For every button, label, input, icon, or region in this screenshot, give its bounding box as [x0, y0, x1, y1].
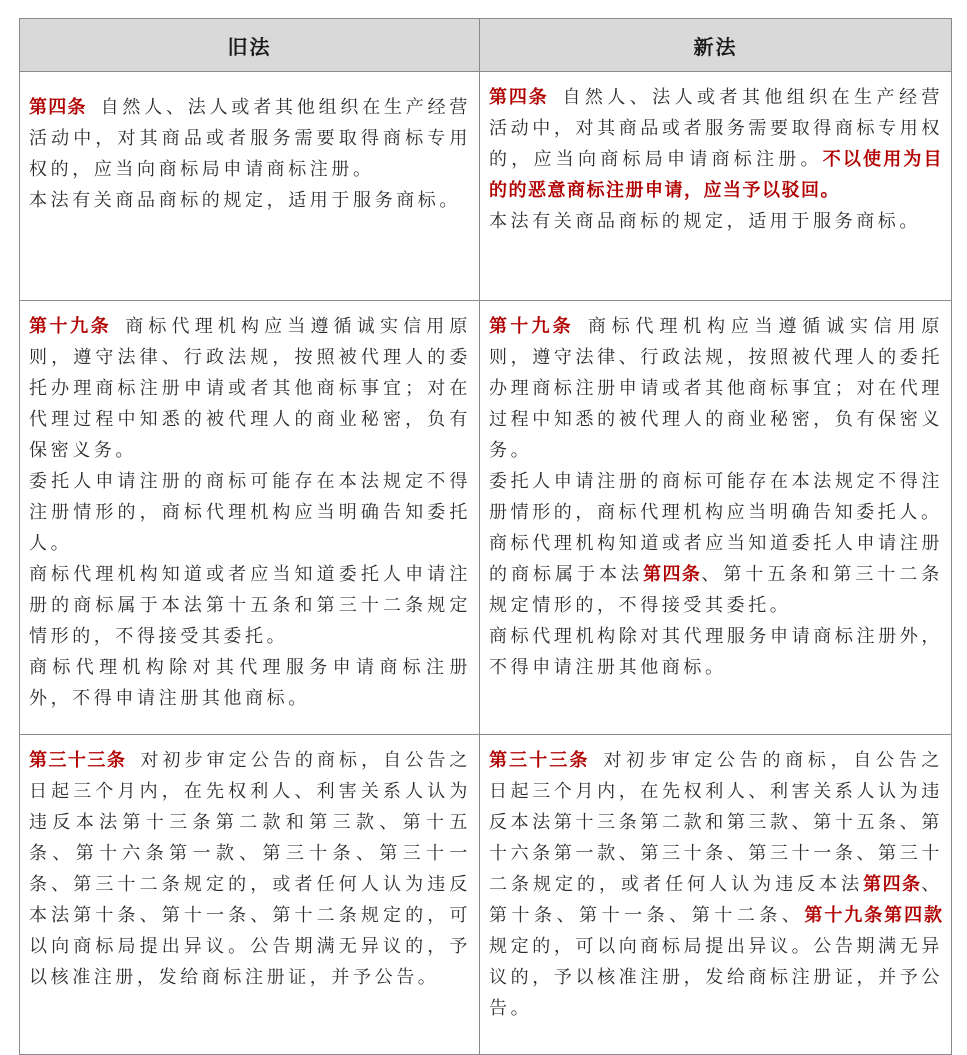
table-row: [20, 72, 952, 301]
new-article-33-p1: [489, 745, 943, 1024]
table-row: [20, 735, 952, 1055]
article-text: 商标代理机构知道或者应当知道委托人申请注册的商标属于本法: [489, 533, 943, 585]
new-article-19-cell: [480, 301, 952, 735]
new-article-19-p1: [489, 311, 943, 466]
old-article-33-cell: [20, 735, 480, 1055]
header-row: [20, 19, 952, 72]
new-article-19-p2: 委托人申请注册的商标可能存在本法规定不得注册情形的，商标代理机构应当明确告知委托人。: [489, 471, 943, 523]
article-label: 第十九条: [489, 316, 574, 337]
article-label: 第四条: [29, 97, 87, 118]
article-text: 自然人、法人或者其他组织在生产经营活动中，对其商品或者服务需要取得商标专用权的，应当向商标局申请商标注册。: [29, 97, 472, 180]
old-article-19-p4: 商标代理机构除对其代理服务申请商标注册外，不得申请注册其他商标。: [29, 657, 471, 709]
old-article-33-p1: [29, 745, 471, 993]
old-article-4-p1: [29, 92, 471, 185]
article-label: 第三十三条: [29, 750, 127, 771]
article-text: 对初步审定公告的商标，自公告之日起三个月内，在先权利人、利害关系人认为违反本法第十三条第二款和第三款、第十五条、第十六条第一款、第三十条、第三十一条、第三十二条规定的，或者任何人认为违反本法第十条、第十一条、第十二条规定的，可以向商标局提出异议。公告期满无异议的，予以核准注册，发给商标注册证，并予公告。: [29, 750, 472, 988]
old-article-4-p2: 本法有关商品商标的规定，适用于服务商标。: [29, 190, 461, 211]
article-text: 对初步审定公告的商标，自公告之日起三个月内，在先权利人、利害关系人认为违反本法第十三条第二款和第三款、第十五条、第十六条第一款、第三十条、第三十一条、第三十二条规定的，或者任何人认为违反本法: [489, 750, 944, 895]
comparison-table: [19, 18, 952, 1055]
article-text: 规定的，可以向商标局提出异议。公告期满无异议的，予以核准注册，发给商标注册证，并予公告。: [489, 936, 943, 1019]
new-article-19-p4: 商标代理机构除对其代理服务申请商标注册外，不得申请注册其他商标。: [489, 626, 943, 678]
old-article-4-cell: [20, 72, 480, 301]
added-text: 第十九条第四款: [804, 905, 943, 926]
old-article-19-cell: [20, 301, 480, 735]
article-text: 商标代理机构应当遵循诚实信用原则，遵守法律、行政法规，按照被代理人的委托办理商标注册申请或者其他商标事宜；对在代理过程中知悉的被代理人的商业秘密，负有保密义务。: [29, 316, 472, 461]
article-text: 、第十条、第十一条、第十二条、: [489, 874, 944, 926]
added-text: 第四条: [643, 564, 702, 585]
old-article-19-p3: 商标代理机构知道或者应当知道委托人申请注册的商标属于本法第十五条和第三十二条规定情形的，不得接受其委托。: [29, 564, 471, 647]
article-label: 第四条: [489, 87, 549, 108]
article-text: 自然人、法人或者其他组织在生产经营活动中，对其商品或者服务需要取得商标专用权的，应当向商标局申请商标注册。: [489, 87, 944, 170]
table-row: [20, 301, 952, 735]
new-article-19-p3: [489, 528, 943, 621]
new-article-33-cell: [480, 735, 952, 1055]
article-text: 商标代理机构应当遵循诚实信用原则，遵守法律、行政法规，按照被代理人的委托办理商标注册申请或者其他商标事宜；对在代理过程中知悉的被代理人的商业秘密，负有保密义务。: [489, 316, 944, 461]
new-article-4-cell: [480, 72, 952, 301]
new-article-4-p2: 本法有关商品商标的规定，适用于服务商标。: [489, 211, 921, 232]
header-new-law: 新法: [480, 19, 952, 72]
new-article-4-p1: [489, 82, 943, 206]
article-text: 、第十五条和第三十二条规定情形的，不得接受其委托。: [489, 564, 944, 616]
header-old-law: 旧法: [20, 19, 480, 72]
article-label: 第十九条: [29, 316, 112, 337]
article-label: 第三十三条: [489, 750, 590, 771]
added-text: 第四条: [863, 874, 922, 895]
old-article-19-p1: [29, 311, 471, 466]
old-article-19-p2: 委托人申请注册的商标可能存在本法规定不得注册情形的，商标代理机构应当明确告知委托人。: [29, 471, 471, 554]
added-text: 不以使用为目的的恶意商标注册申请，应当予以驳回。: [489, 149, 943, 201]
